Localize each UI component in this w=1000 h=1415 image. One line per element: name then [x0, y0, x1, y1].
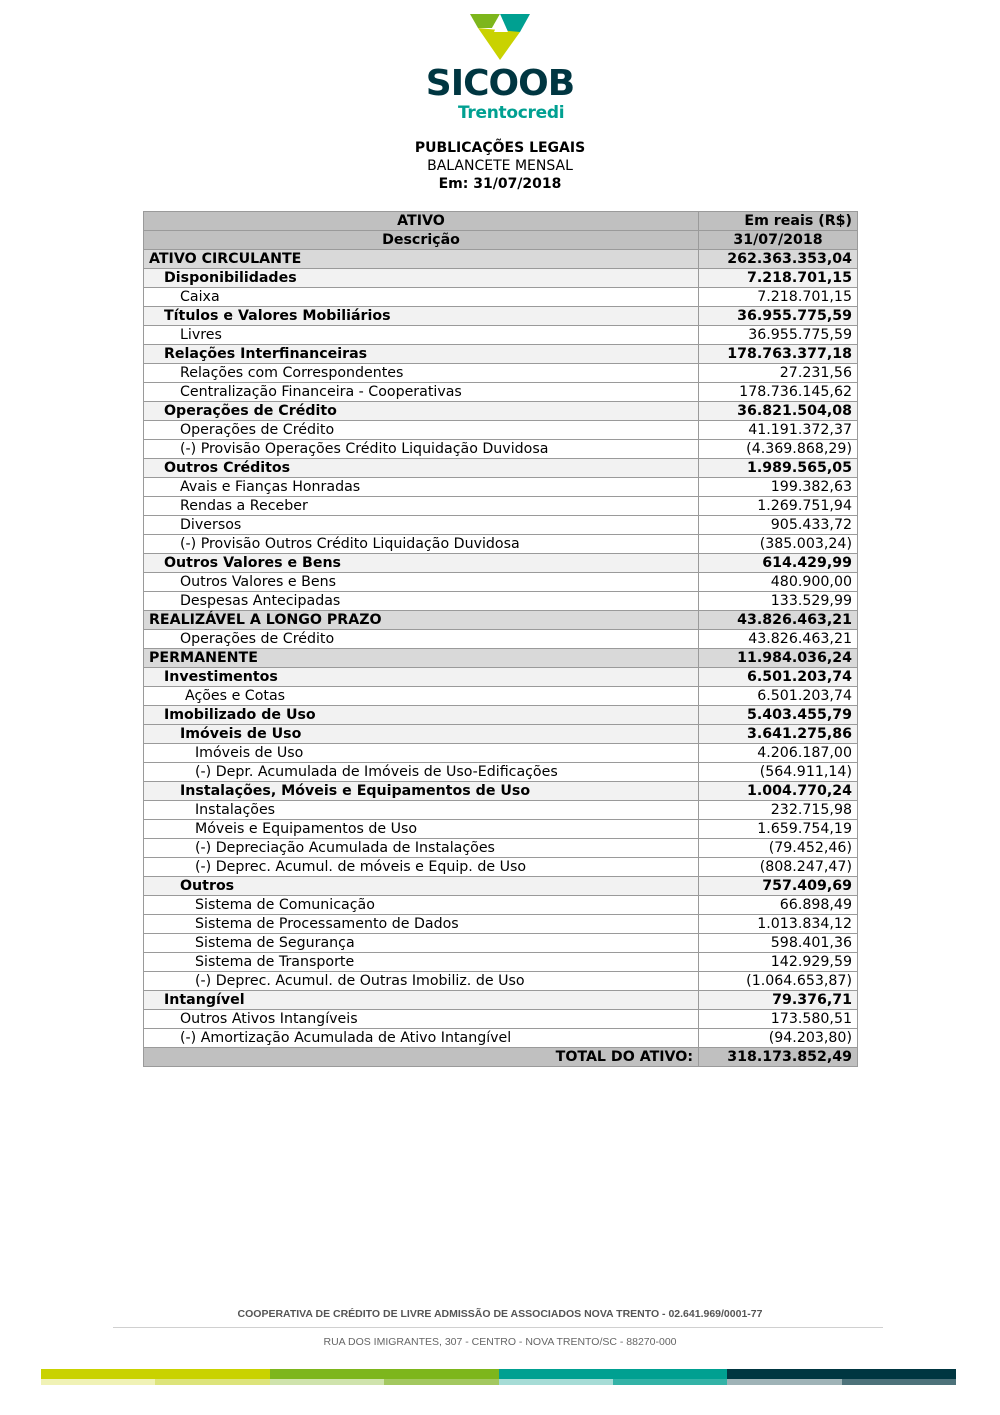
- row-value: 6.501.203,74: [699, 668, 858, 687]
- table-row: [144, 763, 858, 782]
- table-row: [144, 345, 858, 364]
- row-value: 4.206.187,00: [699, 744, 858, 763]
- row-label: Sistema de Segurança: [144, 934, 699, 953]
- row-label: Avais e Fianças Honradas: [144, 478, 699, 497]
- table-row: [144, 440, 858, 459]
- row-label: ATIVO CIRCULANTE: [144, 250, 699, 269]
- balance-sheet-table: [143, 211, 858, 1067]
- color-bar-segment: [270, 1369, 499, 1385]
- row-label: Operações de Crédito: [144, 630, 699, 649]
- row-label: (-) Depr. Acumulada de Imóveis de Uso-Edificações: [144, 763, 699, 782]
- row-value: 133.529,99: [699, 592, 858, 611]
- row-value: 1.659.754,19: [699, 820, 858, 839]
- row-value: 66.898,49: [699, 896, 858, 915]
- row-value: 43.826.463,21: [699, 630, 858, 649]
- row-label: Investimentos: [144, 668, 699, 687]
- row-value: 905.433,72: [699, 516, 858, 535]
- footer-company: COOPERATIVA DE CRÉDITO DE LIVRE ADMISSÃO DE ASSOCIADOS NOVA TRENTO - 02.641.969/0001-77: [237, 1308, 763, 1320]
- table-row: [144, 630, 858, 649]
- table-row: [144, 250, 858, 269]
- brand-name: SICOOB: [425, 63, 575, 104]
- table-row: [144, 649, 858, 668]
- row-label: Centralização Financeira - Cooperativas: [144, 383, 699, 402]
- table-header-row: [144, 212, 858, 231]
- table-header-row: [144, 231, 858, 250]
- row-value: 262.363.353,04: [699, 250, 858, 269]
- row-label: Instalações, Móveis e Equipamentos de Uso: [144, 782, 699, 801]
- total-value: 318.173.852,49: [699, 1048, 858, 1067]
- row-value: 36.955.775,59: [699, 326, 858, 345]
- table-row: [144, 744, 858, 763]
- row-label: Diversos: [144, 516, 699, 535]
- row-label: Imobilizado de Uso: [144, 706, 699, 725]
- row-label: Outros Valores e Bens: [144, 554, 699, 573]
- row-label: Ações e Cotas: [144, 687, 699, 706]
- row-label: Operações de Crédito: [144, 421, 699, 440]
- table-row: [144, 535, 858, 554]
- table-row: [144, 497, 858, 516]
- table-row: [144, 706, 858, 725]
- table-row: [144, 668, 858, 687]
- row-label: Outros: [144, 877, 699, 896]
- header-currency: Em reais (R$): [699, 212, 858, 231]
- row-label: Rendas a Receber: [144, 497, 699, 516]
- table-row: [144, 953, 858, 972]
- row-label: (-) Provisão Outros Crédito Liquidação Duvidosa: [144, 535, 699, 554]
- sicoob-triangle-icon: [470, 14, 530, 60]
- row-label: (-) Deprec. Acumul. de Outras Imobiliz. de Uso: [144, 972, 699, 991]
- row-label: Móveis e Equipamentos de Uso: [144, 820, 699, 839]
- table-row: [144, 364, 858, 383]
- row-label: Intangível: [144, 991, 699, 1010]
- row-label: Caixa: [144, 288, 699, 307]
- row-label: Livres: [144, 326, 699, 345]
- table-row: [144, 896, 858, 915]
- row-value: 1.269.751,94: [699, 497, 858, 516]
- table-row: [144, 820, 858, 839]
- table-row: [144, 288, 858, 307]
- row-label: PERMANENTE: [144, 649, 699, 668]
- table-row: [144, 592, 858, 611]
- report-date: Em: 31/07/2018: [438, 176, 562, 192]
- row-value: 614.429,99: [699, 554, 858, 573]
- table-row: [144, 1029, 858, 1048]
- row-value: 480.900,00: [699, 573, 858, 592]
- row-label: Imóveis de Uso: [144, 744, 699, 763]
- row-label: Operações de Crédito: [144, 402, 699, 421]
- row-value: 7.218.701,15: [699, 288, 858, 307]
- row-label: Relações com Correspondentes: [144, 364, 699, 383]
- row-value: (4.369.868,29): [699, 440, 858, 459]
- row-label: REALIZÁVEL A LONGO PRAZO: [144, 611, 699, 630]
- brand-color-bar: [41, 1369, 956, 1385]
- color-bar-segment: [499, 1369, 728, 1385]
- row-value: (79.452,46): [699, 839, 858, 858]
- header-date: 31/07/2018: [699, 231, 858, 250]
- table-row: [144, 611, 858, 630]
- table-row: [144, 307, 858, 326]
- row-label: Disponibilidades: [144, 269, 699, 288]
- table-row: [144, 972, 858, 991]
- row-label: Títulos e Valores Mobiliários: [144, 307, 699, 326]
- row-value: 79.376,71: [699, 991, 858, 1010]
- page-title: PUBLICAÇÕES LEGAIS: [414, 140, 586, 156]
- table-row: [144, 516, 858, 535]
- row-value: 757.409,69: [699, 877, 858, 896]
- row-value: 1.004.770,24: [699, 782, 858, 801]
- table-row: [144, 801, 858, 820]
- row-value: 6.501.203,74: [699, 687, 858, 706]
- row-value: (564.911,14): [699, 763, 858, 782]
- row-value: 41.191.372,37: [699, 421, 858, 440]
- row-label: (-) Depreciação Acumulada de Instalações: [144, 839, 699, 858]
- row-label: Instalações: [144, 801, 699, 820]
- row-value: (94.203,80): [699, 1029, 858, 1048]
- row-label: Sistema de Processamento de Dados: [144, 915, 699, 934]
- table-row: [144, 269, 858, 288]
- row-value: 5.403.455,79: [699, 706, 858, 725]
- total-label: TOTAL DO ATIVO:: [144, 1048, 699, 1067]
- table-row: [144, 326, 858, 345]
- table-row: [144, 459, 858, 478]
- color-bar-segment: [41, 1369, 270, 1385]
- table-row: [144, 877, 858, 896]
- row-value: 598.401,36: [699, 934, 858, 953]
- table-row: [144, 858, 858, 877]
- table-row: [144, 991, 858, 1010]
- row-label: (-) Deprec. Acumul. de móveis e Equip. de Uso: [144, 858, 699, 877]
- brand-subname: Trentocredi: [458, 103, 565, 123]
- table-row: [144, 915, 858, 934]
- row-label: (-) Amortização Acumulada de Ativo Intangível: [144, 1029, 699, 1048]
- row-label: Outros Ativos Intangíveis: [144, 1010, 699, 1029]
- table-row: [144, 725, 858, 744]
- row-value: 36.955.775,59: [699, 307, 858, 326]
- row-value: 178.736.145,62: [699, 383, 858, 402]
- table-row: [144, 421, 858, 440]
- row-value: 27.231,56: [699, 364, 858, 383]
- table-row: [144, 573, 858, 592]
- header-ativo: ATIVO: [144, 212, 699, 231]
- row-label: Sistema de Transporte: [144, 953, 699, 972]
- row-value: (1.064.653,87): [699, 972, 858, 991]
- row-value: 142.929,59: [699, 953, 858, 972]
- row-value: 232.715,98: [699, 801, 858, 820]
- total-row: [144, 1048, 858, 1067]
- table-row: [144, 687, 858, 706]
- table-row: [144, 782, 858, 801]
- row-value: 7.218.701,15: [699, 269, 858, 288]
- row-value: 1.989.565,05: [699, 459, 858, 478]
- row-label: (-) Provisão Operações Crédito Liquidação Duvidosa: [144, 440, 699, 459]
- header-descricao: Descrição: [144, 231, 699, 250]
- table-row: [144, 554, 858, 573]
- row-label: Sistema de Comunicação: [144, 896, 699, 915]
- table-row: [144, 1010, 858, 1029]
- row-value: 36.821.504,08: [699, 402, 858, 421]
- sicoob-logo: [0, 14, 1000, 123]
- table-row: [144, 478, 858, 497]
- row-label: Outros Valores e Bens: [144, 573, 699, 592]
- page-subtitle: BALANCETE MENSAL: [427, 158, 573, 174]
- row-value: 11.984.036,24: [699, 649, 858, 668]
- row-label: Despesas Antecipadas: [144, 592, 699, 611]
- table-row: [144, 383, 858, 402]
- footer-divider: [113, 1327, 883, 1328]
- row-value: 3.641.275,86: [699, 725, 858, 744]
- row-value: 1.013.834,12: [699, 915, 858, 934]
- footer-address: RUA DOS IMIGRANTES, 307 - CENTRO - NOVA TRENTO/SC - 88270-000: [323, 1336, 677, 1348]
- row-label: Relações Interfinanceiras: [144, 345, 699, 364]
- row-label: Imóveis de Uso: [144, 725, 699, 744]
- color-bar-segment: [727, 1369, 956, 1385]
- row-value: 199.382,63: [699, 478, 858, 497]
- table-row: [144, 839, 858, 858]
- row-value: (385.003,24): [699, 535, 858, 554]
- row-value: 178.763.377,18: [699, 345, 858, 364]
- row-value: 43.826.463,21: [699, 611, 858, 630]
- table-row: [144, 934, 858, 953]
- row-value: (808.247,47): [699, 858, 858, 877]
- row-value: 173.580,51: [699, 1010, 858, 1029]
- table-row: [144, 402, 858, 421]
- row-label: Outros Créditos: [144, 459, 699, 478]
- document-titles: [0, 139, 1000, 193]
